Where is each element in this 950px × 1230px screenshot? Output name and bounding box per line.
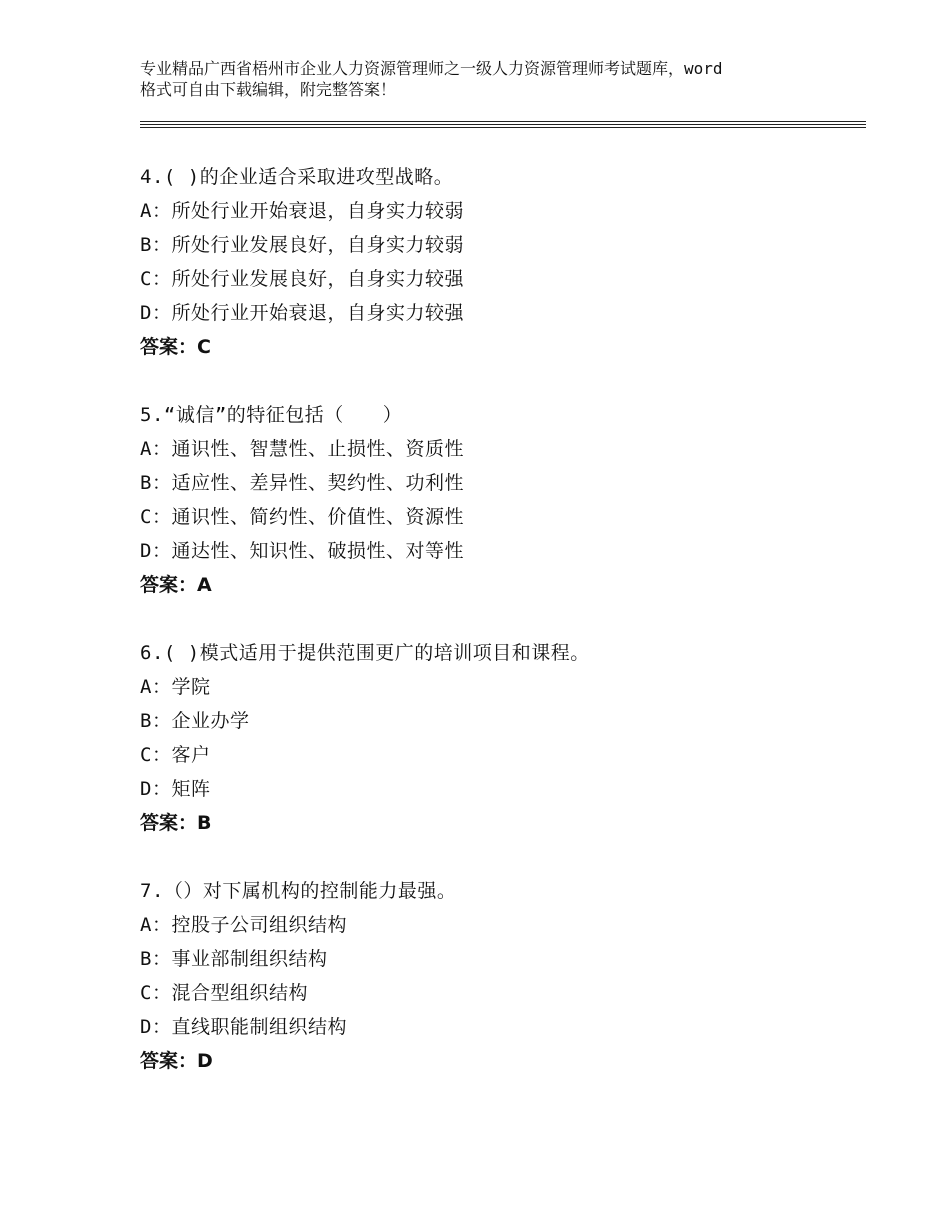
option-text: 所处行业开始衰退，自身实力较强 xyxy=(171,302,464,324)
question-list xyxy=(140,160,860,1112)
option-letter: B： xyxy=(140,710,172,732)
header-rule-2 xyxy=(140,124,866,125)
header-rule-1 xyxy=(140,121,866,122)
option-text: 学院 xyxy=(171,676,211,698)
option-a xyxy=(140,670,860,704)
option-b xyxy=(140,466,860,500)
answer-label: 答案：A xyxy=(140,574,212,596)
header-line-1: 专业精品广西省梧州市企业人力资源管理师之一级人力资源管理师考试题库，word xyxy=(140,59,723,78)
option-letter: D： xyxy=(140,778,172,800)
option-c xyxy=(140,500,860,534)
question-stem: 7.（）对下属机构的控制能力最强。 xyxy=(140,880,457,902)
option-letter: D： xyxy=(140,302,172,324)
question-6 xyxy=(140,636,860,840)
header-line-2: 格式可自由下载编辑，附完整答案！ xyxy=(140,80,397,99)
option-letter: C： xyxy=(140,268,172,290)
option-b xyxy=(140,942,860,976)
option-letter: D： xyxy=(140,1016,172,1038)
option-letter: B： xyxy=(140,234,172,256)
question-stem: 5.“诚信”的特征包括（ ） xyxy=(140,404,403,426)
option-letter: A： xyxy=(140,438,172,460)
option-text: 直线职能制组织结构 xyxy=(171,1016,347,1038)
option-text: 事业部制组织结构 xyxy=(171,948,328,970)
option-d xyxy=(140,296,860,330)
option-c xyxy=(140,738,860,772)
option-text: 所处行业发展良好，自身实力较弱 xyxy=(171,234,464,256)
header-rule-3 xyxy=(140,127,866,128)
option-text: 通识性、智慧性、止损性、资质性 xyxy=(171,438,464,460)
option-letter: A： xyxy=(140,914,172,936)
option-text: 矩阵 xyxy=(171,778,211,800)
option-text: 企业办学 xyxy=(171,710,250,732)
option-c xyxy=(140,976,860,1010)
option-letter: A： xyxy=(140,200,172,222)
option-letter: B： xyxy=(140,472,172,494)
answer-label: 答案：C xyxy=(140,336,211,358)
option-text: 通达性、知识性、破损性、对等性 xyxy=(171,540,464,562)
option-a xyxy=(140,432,860,466)
option-d xyxy=(140,772,860,806)
option-a xyxy=(140,194,860,228)
answer-label: 答案：D xyxy=(140,1050,213,1072)
option-letter: A： xyxy=(140,676,172,698)
question-stem: 6.( )模式适用于提供范围更广的培训项目和课程。 xyxy=(140,642,590,664)
answer-label: 答案：B xyxy=(140,812,212,834)
option-text: 混合型组织结构 xyxy=(171,982,308,1004)
option-d xyxy=(140,1010,860,1044)
option-d xyxy=(140,534,860,568)
option-c xyxy=(140,262,860,296)
option-b xyxy=(140,228,860,262)
option-letter: C： xyxy=(140,506,172,528)
option-text: 所处行业开始衰退，自身实力较弱 xyxy=(171,200,464,222)
option-letter: C： xyxy=(140,744,172,766)
question-4 xyxy=(140,160,860,364)
option-text: 客户 xyxy=(171,744,211,766)
question-5 xyxy=(140,398,860,602)
option-letter: B： xyxy=(140,948,172,970)
page-header xyxy=(140,58,840,100)
option-text: 适应性、差异性、契约性、功利性 xyxy=(171,472,464,494)
option-text: 所处行业发展良好，自身实力较强 xyxy=(171,268,464,290)
question-stem: 4.( )的企业适合采取进攻型战略。 xyxy=(140,166,454,188)
option-b xyxy=(140,704,860,738)
option-text: 通识性、简约性、价值性、资源性 xyxy=(171,506,464,528)
option-letter: D： xyxy=(140,540,172,562)
question-7 xyxy=(140,874,860,1078)
option-text: 控股子公司组织结构 xyxy=(171,914,347,936)
option-a xyxy=(140,908,860,942)
option-letter: C： xyxy=(140,982,172,1004)
